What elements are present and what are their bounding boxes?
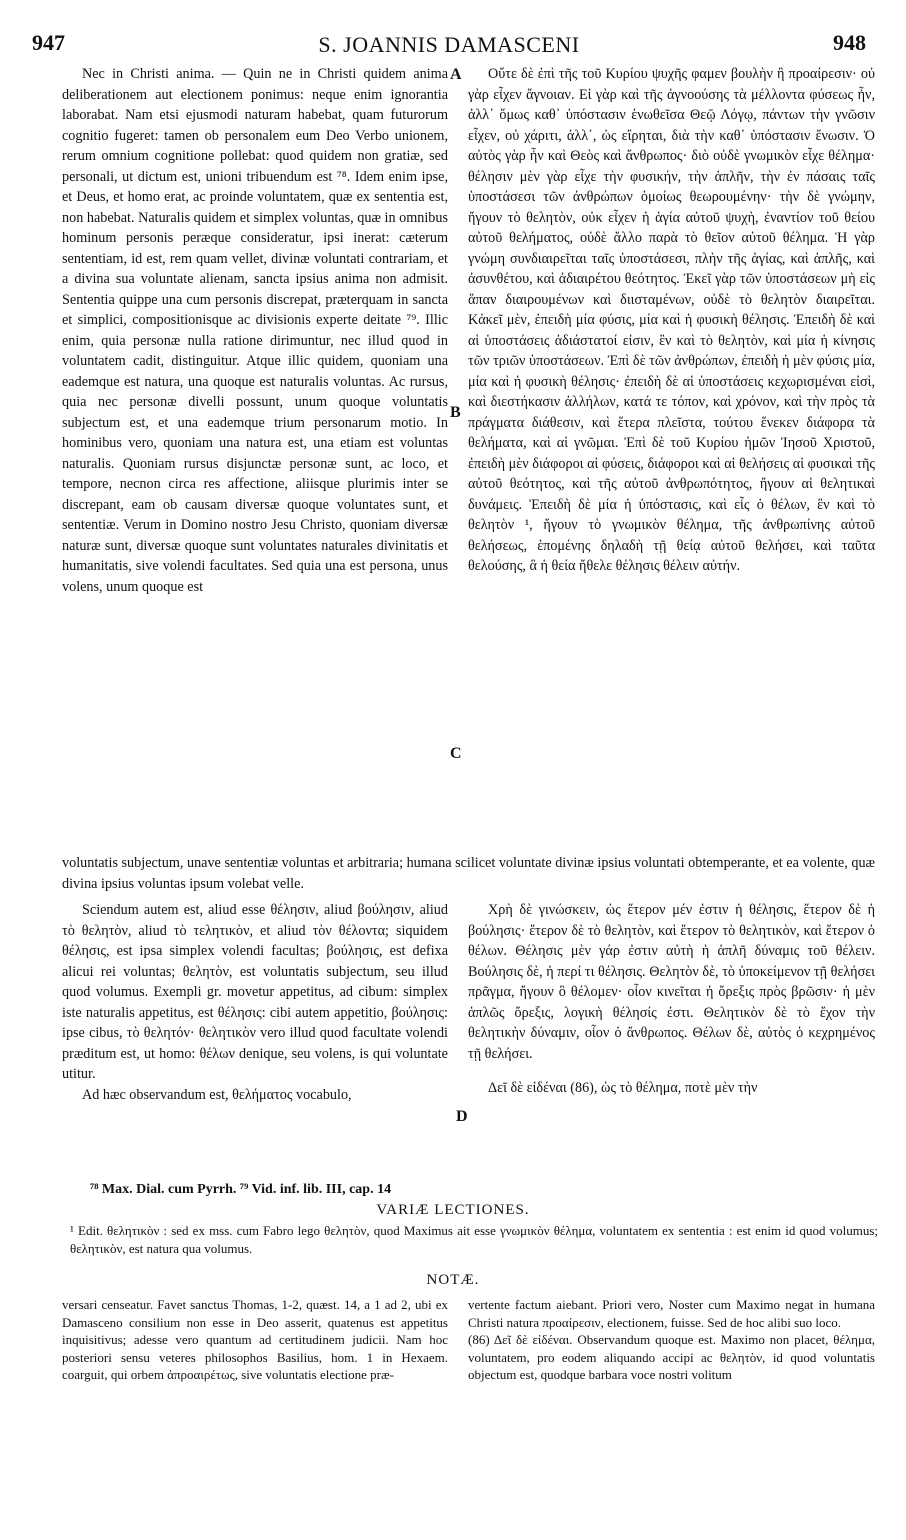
- greek-column-top: [468, 64, 875, 577]
- latin-paragraph: Sciendum autem est, aliud esse θέλησιν, aliud βούλησιν, aliud τὸ θελητὸν, aliud τὸ τελητικὸν, et aliud τὸν θέλοντα; siquidem θέλησις, est ipsa simplex volendi facultas; βούλησις, est defixa alicui rei voluntas; θελητὸν, est voluntatis subjectum, seu illud quod volumus. Exempli gr. movetur appetitus, ad cibum: simplex iste naturalis appetitus, est θέλησις: cibi autem appetitio, βούλησις: ipse cibus, τὸ θελητόν· θελητικὸν vero illud quod facultate volendi præditum est, ut homo: θέλων denique, seu volens, is qui voluntate utitur.: [62, 902, 448, 1082]
- variae-lectiones-title: VARIÆ LECTIONES.: [376, 1202, 530, 1218]
- page-number-right: 948: [833, 30, 866, 55]
- latin-column-bottom: [62, 900, 448, 1105]
- margin-marker-d: D: [456, 1108, 468, 1125]
- page-header: [32, 18, 866, 58]
- notae-paragraph: vertente factum aiebant. Priori vero, Noster cum Maximo negat in humana Christi natura προαίρεσιν, electionem, fuisse. Sed de hoc alibi suo loco.: [468, 1297, 875, 1330]
- latin-paragraph: Nec in Christi anima. — Quin ne in Christi quidem anima deliberationem aut electionem ponimus: neque enim ignorantia laborabat. Nam etsi ejusmodi naturam habebat, quam futurorum cognitio fugeret: tamen ob personalem eum Deo Verbo unionem, rerum omnium cognitione pollebat: quod quidem non gratiæ, sed personali, ut dictum est, unioni tribuendum est ⁷⁸. Idem enim ipse, et Deus, et homo erat, ac proinde voluntatem, quæ ex sententia est, non habebat. Naturalis quidem et simplex voluntas, quæ in omnibus hominum personis peræque consideratur, ipsi inerat: cæterum sententiam, id est, rem quam vellet, divinæ voluntati contrariam, et a divina sua voluntate alienam, sancta ipsius anima non admisit. Sententia quippe una cum personis discrepat, præterquam in sancta et simplici, compositionisque ac divisionis experte deitate ⁷⁹. Illic enim, quia personæ nulla ratione dirimuntur, nec illud quod in voluntatem cadit, distinguitur. Atque illic quidem, quoniam una eademque est natura, una quoque est naturalis voluntas. Ac rursus, quia nec personæ divelli possunt, unum quoque voluntatis subjectum est, et una eademque trium personarum motio. In hominibus vero, quoniam una natura est, una etiam est voluntas naturalis. Quoniam rursus disjunctæ personæ sunt, ac loco, et tempore, necnon circa res affectione, aliisque plurimis inter se discrepant, eam ob causam diversæ quoque voluntates sunt, et sententiæ. Verum in Domino nostro Jesu Christo, quoniam diversæ naturæ sunt, diversæ quoque sunt voluntates naturales divinitatis et humanitatis, sive volendi facultates. Sed quia una est persona, unus volens, unum quoque est: [62, 66, 448, 595]
- latin-column-top: [62, 64, 448, 597]
- running-title: S. JOANNIS DAMASCENI: [318, 32, 580, 57]
- page-number-left: 947: [32, 30, 65, 55]
- greek-column-bottom: [468, 900, 875, 1099]
- notae-title: NOTÆ.: [426, 1272, 480, 1288]
- greek-paragraph: Οὔτε δὲ ἐπὶ τῆς τοῦ Κυρίου ψυχῆς φαμεν βουλὴν ἢ προαίρεσιν· οὐ γὰρ εἶχεν ἄγνοιαν. Εἰ γὰρ καὶ τῆς ἀγνοούσης τὰ μέλλοντα φύσεως ἦν, ἀλλ᾽ ὅμως καθ᾽ ὑπόστασιν ἑνωθεῖσα Θεῷ Λόγῳ, πάντων τὴν γνῶσιν εἶχεν, οὐ χάριτι, ἀλλ᾽, ὡς εἴρηται, διὰ τὴν καθ᾽ ὑπόστασιν ἕνωσιν. Ὁ αὐτὸς γὰρ ἦν καὶ Θεὸς καὶ ἄνθρωπος· διὸ οὐδὲ γνωμικὸν εἶχε θέλημα· θέλησιν μὲν γὰρ εἶχε τὴν φυσικήν, τὴν ἁπλῆν, τὴν ἐν πάσαις ταῖς ὑποστάσεσι τῶν ἀνθρώπων ὁμοίως θεωρουμένην· τὴν δὲ γνώμην, ἤγουν τὸ θελητὸν, οὐκ εἶχεν ἡ ἁγία αὐτοῦ ψυχὴ, ἐναντίον τοῦ θείου αὐτοῦ θελήματος, οὐδὲ ἄλλο παρὰ τὸ θεῖον αὐτοῦ θέλημα. Ἡ γὰρ γνώμη συνδιαιρεῖται ταῖς ὑποστάσεσι, πλὴν τῆς ἁγίας, καὶ ἁπλῆς, καὶ ἀσυνθέτου, καὶ ἀδιαιρέτου θεότητος. Ἐκεῖ γὰρ τῶν ὑποστάσεων μὴ εἰς ἅπαν διαιρουμένων καὶ διισταμένων, οὐδὲ τὸ θελητὸν διαιρεῖται. Κἀκεῖ μὲν, ἐπειδὴ μία φύσις, μία καὶ ἡ φυσικὴ θέλησις. Ἐπειδὴ δὲ καὶ αἱ ὑποστάσεις ἀδιάστατοί εἰσιν, ἓν καὶ τὸ θελητὸν, καὶ μία ἡ κίνησις τῶν τριῶν ὑποστάσεων. Ἐπὶ δὲ τῶν ἀνθρώπων, ἐπειδὴ ἡ μὲν φύσις μία, μία καὶ ἡ φυσικὴ θέλησις· ἐπειδὴ δὲ αἱ ὑποστάσεις κεχωρισμέναι εἰσὶ, καὶ διεστήκασιν ἀλλήλων, κατά τε τόπον, καὶ χρόνον, καὶ τὴν πρὸς τὰ πράγματα διάθεσιν, καὶ ἕτερα πλεῖστα, τούτου ἕνεκεν διάφορα τὰ θελήματα, καὶ αἱ γνῶμαι. Ἐπὶ δὲ τοῦ Κυρίου ἡμῶν Ἰησοῦ Χριστοῦ, ἐπειδὴ μὲν διάφοροι αἱ φύσεις, διάφοροι καὶ αἱ θελήσεις αἱ φυσικαὶ τῆς αὐτοῦ θεότητος, καὶ τῆς αὐτοῦ ἀνθρωπότητος, ἤγουν αἱ θελητικαὶ δυνάμεις. Ἐπειδὴ δὲ μία ἡ ὑπόστασις, καὶ εἷς ὁ θέλων, ἓν καὶ τὸ θελητὸν ¹, ἤγουν τὸ γνωμικὸν θέλημα, τῆς ἀνθρωπίνης αὐτοῦ θελήσεως, ἑπομένης δηλαδὴ τῇ θείᾳ αὐτοῦ θελήσει, καὶ ταῦτα θελούσης, ἃ ἡ θεία ἤθελε θέλησις θέλειν αὐτήν.: [468, 66, 875, 574]
- notae-paragraph: (86) Δεῖ δὲ εἰδέναι. Observandum quoque est. Maximo non placet, θέλημα, voluntatem, pro eodem aliquando accipi ac θελητὸν, id quod voluntatis objectum est, quodque barbara voce nostri volitum: [468, 1332, 875, 1382]
- footnotes: ⁷⁸ Max. Dial. cum Pyrrh. ⁷⁹ Vid. inf. lib. III, cap. 14: [90, 1182, 392, 1197]
- latin-paragraph: Ad hæc observandum est, θελήματος vocabulo,: [82, 1086, 352, 1103]
- full-width-text: voluntatis subjectum, unave sententiæ voluntas et arbitraria; humana scilicet voluntate divinæ ipsius voluntati obtemperante, et ea volente, quæ divina ipsius voluntas ipsum volebat velle.: [62, 855, 875, 892]
- variae-lectiones-text: ¹ Edit. θελητικὸν : sed ex mss. cum Fabro lego θελητὸν, quod Maximus ait esse γνωμικὸν θέλημα, voluntatem ex sententia : est enim id quod volumus; θελητικὸν, est natura qua volumus.: [70, 1223, 878, 1256]
- greek-paragraph: Χρὴ δὲ γινώσκειν, ὡς ἕτερον μέν ἐστιν ἡ θέλησις, ἕτερον δὲ ἡ βούλησις· ἕτερον δὲ τὸ θελητὸν, καὶ ἕτερον τὸ θελητικὸν, καὶ ἕτερον ὁ θέλων. Θέλησις μὲν γάρ ἐστιν αὐτὴ ἡ ἁπλῆ δύναμις τοῦ θέλειν. Βούλησις δὲ, ἡ περί τι θέλησις. Θελητὸν δὲ, τὸ ὑποκείμενον τῇ θελήσει πρᾶγμα, ἤγουν ὃ θέλομεν· οἷον κινεῖται ἡ ὄρεξις πρὸς βρῶσιν· ἡ μὲν ἁπλῶς ὄρεξις, λογικὴ θέλησίς ἐστι. Θελητικὸν δὲ τὸ ἔχον τὴν θελητικὴν δύναμιν, οἷον ὁ ἄνθρωπος. Θέλων δὲ, αὐτὸς ὁ κεχρημένος τῇ θελήσει.: [468, 902, 875, 1062]
- margin-marker-c: C: [450, 745, 462, 762]
- notae-right-column: [468, 1296, 875, 1384]
- greek-paragraph: Δεῖ δὲ εἰδέναι (86), ὡς τὸ θέλημα, ποτὲ μὲν τὴν: [488, 1080, 758, 1096]
- margin-marker-b: B: [450, 404, 461, 421]
- notae-left-column: versari censeatur. Favet sanctus Thomas, 1-2, quæst. 14, a 1 ad 2, ubi ex Damasceno consilium non esse in Deo asserit, quatenus est appetitus inquisitivus; adesse vero quantum ad certitudinem judicii. Nam hoc posteriori sensu veteres philosophos Basilius, hom. 1 in Hexaem. coarguit, qui orbem ἀπροαιρέτως, sive voluntatis electione præ-: [62, 1297, 448, 1382]
- margin-marker-a: A: [450, 66, 462, 83]
